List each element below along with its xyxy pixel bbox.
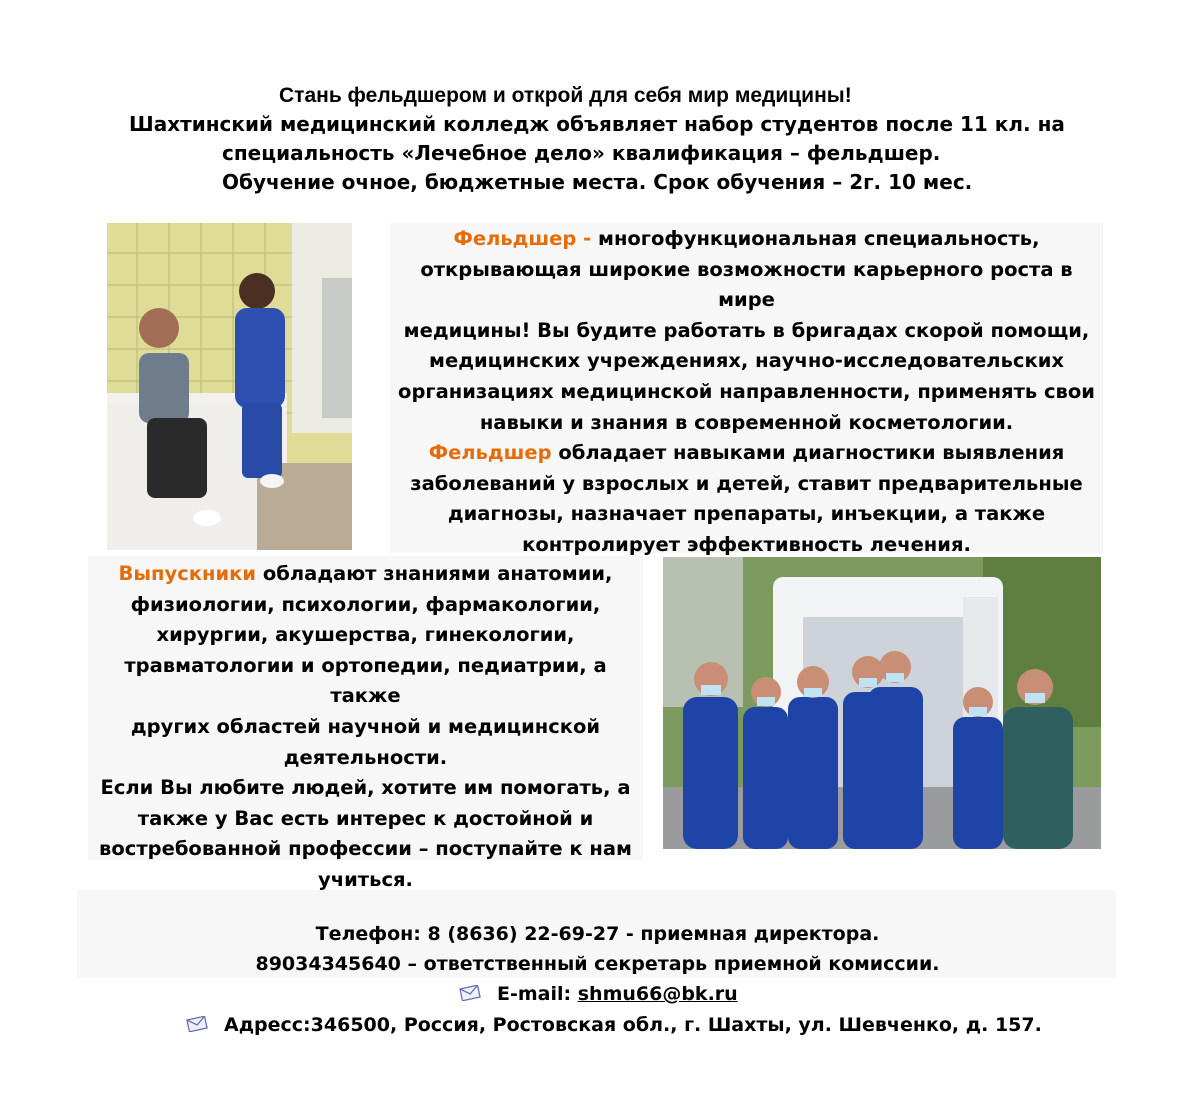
profession-description: Фельдшер - многофункциональная специальность, открывающая широкие возможности карьерного роста в мире медицины! Вы будите работать в бригадах скорой помощи, медицинских учреждениях, научно-исследовательских организациях медицинской направленности, применять свои навыки и знания в современной косметологии. Фельдшер обладает навыками диагностики выявления заболеваний у взрослых и детей, ставит предварительные диагнозы, назначает препараты, инъекции, а также контролирует эффективность лечения. <box>398 227 1095 556</box>
envelope-icon <box>459 985 481 1001</box>
envelope-icon <box>186 1016 208 1032</box>
graduates-description: Выпускники обладают знаниями анатомии, физиологии, психологии, фармакологии, хирургии, акушерства, гинекологии, травматологии и ортопедии, педиатрии, а также других областей научной и медицинской деятельности. Если Вы любите людей, хотите им помогать, а также у Вас есть интерес к достойной и востребованной профессии – поступайте к нам учиться. <box>99 562 632 891</box>
highlight-term: Фельдшер <box>453 227 577 250</box>
phone-secretary: 89034345640 – ответственный секретарь приемной комиссии. <box>255 953 940 975</box>
address-line: Адресс:346500, Россия, Ростовская обл., г. Шахты, ул. Шевченко, д. 157. <box>224 1014 1042 1036</box>
email-line: E-mail: shmu66@bk.ru <box>497 983 738 1005</box>
intro-line-1: Шахтинский медицинский колледж объявляет набор студентов после 11 кл. на <box>129 112 1065 136</box>
page-title: Стань фельдшером и открой для себя мир медицины! <box>279 84 852 107</box>
intro-line-3: Обучение очное, бюджетные места. Срок обучения – 2г. 10 мес. <box>222 170 973 194</box>
intro-line-2: специальность «Лечебное дело» квалификация – фельдшер. <box>222 141 941 165</box>
ambulance-crew-photo <box>663 557 1101 849</box>
highlight-term: Фельдшер <box>428 441 552 465</box>
paramedic-patient-photo <box>107 223 352 550</box>
phone-reception: Телефон: 8 (8636) 22-69-27 - приемная директора. <box>315 923 880 945</box>
email-link[interactable]: shmu66@bk.ru <box>577 983 738 1005</box>
highlight-term: Выпускники <box>118 562 257 585</box>
